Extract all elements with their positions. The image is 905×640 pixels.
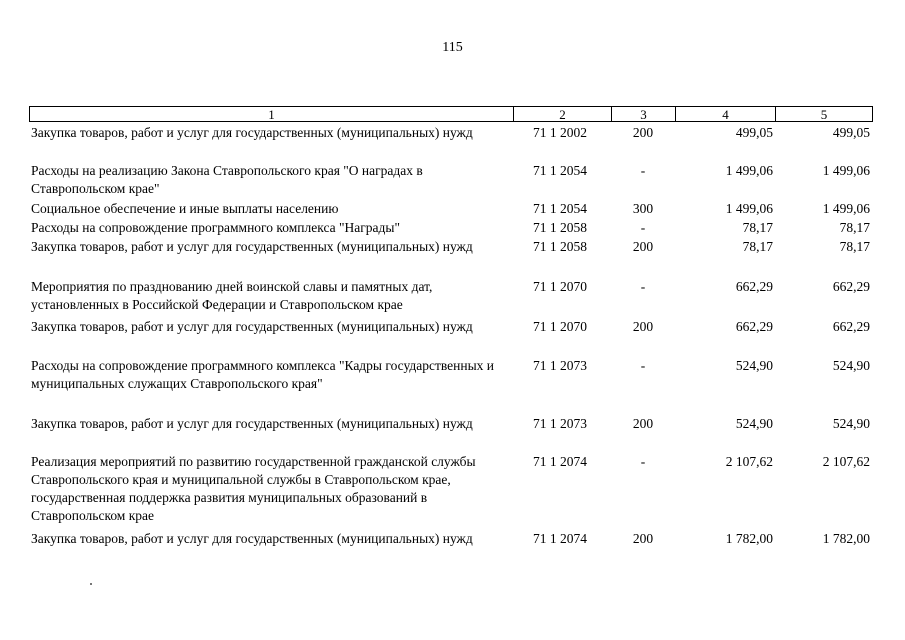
row-type: - — [640, 163, 646, 178]
row-code: 71 1 2073 — [533, 358, 587, 373]
scan-speck — [90, 583, 92, 585]
row-value-5: 499,05 — [832, 125, 870, 140]
row-name: Расходы на сопровождение программного комплекса "Награды" — [31, 220, 400, 235]
header-col-5: 5 — [820, 107, 828, 122]
row-value-5: 1 499,06 — [822, 201, 870, 216]
row-code: 71 1 2070 — [533, 279, 587, 294]
table-header — [29, 106, 873, 122]
row-type: 200 — [632, 531, 654, 546]
row-value-5: 78,17 — [839, 220, 870, 235]
row-name: Закупка товаров, работ и услуг для государственных (муниципальных) нужд — [31, 125, 473, 140]
row-code: 71 1 2058 — [533, 220, 587, 235]
row-value-4: 499,05 — [735, 125, 773, 140]
row-value-4: 1 499,06 — [725, 163, 773, 178]
row-value-5: 524,90 — [832, 358, 870, 373]
row-value-5: 78,17 — [839, 239, 870, 254]
row-name: Закупка товаров, работ и услуг для государственных (муниципальных) нужд — [31, 531, 473, 546]
row-code: 71 1 2054 — [533, 163, 587, 178]
header-col-1: 1 — [30, 107, 514, 121]
row-value-5: 662,29 — [832, 319, 870, 334]
row-value-4: 1 782,00 — [725, 531, 773, 546]
header-col-3: 3 — [612, 107, 676, 121]
row-type: 200 — [632, 416, 654, 431]
row-name: Расходы на реализацию Закона Ставропольского края "О наградах в Ставропольском крае" — [31, 163, 423, 196]
row-value-5: 2 107,62 — [822, 454, 870, 469]
header-col-2: 2 — [514, 107, 612, 121]
row-value-4: 78,17 — [742, 239, 773, 254]
row-value-4: 524,90 — [735, 358, 773, 373]
row-code: 71 1 2054 — [533, 201, 587, 216]
page-number: 115 — [442, 40, 463, 55]
row-value-4: 78,17 — [742, 220, 773, 235]
row-value-4: 524,90 — [735, 416, 773, 431]
row-type: 200 — [632, 125, 654, 140]
row-value-5: 1 499,06 — [822, 163, 870, 178]
row-name: Расходы на сопровождение программного комплекса "Кадры государственных и муниципальных служащих Ставропольского края" — [31, 358, 495, 391]
row-value-4: 1 499,06 — [725, 201, 773, 216]
row-type: 200 — [632, 319, 654, 334]
row-value-4: 662,29 — [735, 319, 773, 334]
row-code: 71 1 2058 — [533, 239, 587, 254]
row-type: - — [640, 454, 646, 469]
row-name: Реализация мероприятий по развитию государственной гражданской службы Ставропольского края и муниципальной службы в Ставропольском крае, государственная поддержка развития муниципальных образований в Ставропольском крае — [31, 454, 476, 523]
row-code: 71 1 2070 — [533, 319, 587, 334]
row-value-4: 2 107,62 — [725, 454, 773, 469]
header-col-4: 4 — [676, 107, 776, 121]
row-name: Закупка товаров, работ и услуг для государственных (муниципальных) нужд — [31, 239, 473, 254]
row-value-4: 662,29 — [735, 279, 773, 294]
row-value-5: 1 782,00 — [822, 531, 870, 546]
row-value-5: 662,29 — [832, 279, 870, 294]
row-code: 71 1 2074 — [533, 454, 587, 469]
row-type: 300 — [632, 201, 654, 216]
row-code: 71 1 2074 — [533, 531, 587, 546]
row-code: 71 1 2073 — [533, 416, 587, 431]
row-type: - — [640, 358, 646, 373]
row-name: Закупка товаров, работ и услуг для государственных (муниципальных) нужд — [31, 416, 473, 431]
row-value-5: 524,90 — [832, 416, 870, 431]
row-type: - — [640, 220, 646, 235]
row-code: 71 1 2002 — [533, 125, 587, 140]
row-name: Социальное обеспечение и иные выплаты населению — [31, 201, 339, 216]
row-type: 200 — [632, 239, 654, 254]
row-name: Мероприятия по празднованию дней воинской славы и памятных дат, установленных в Российской Федерации и Ставропольском крае — [31, 279, 433, 312]
row-type: - — [640, 279, 646, 294]
row-name: Закупка товаров, работ и услуг для государственных (муниципальных) нужд — [31, 319, 473, 334]
